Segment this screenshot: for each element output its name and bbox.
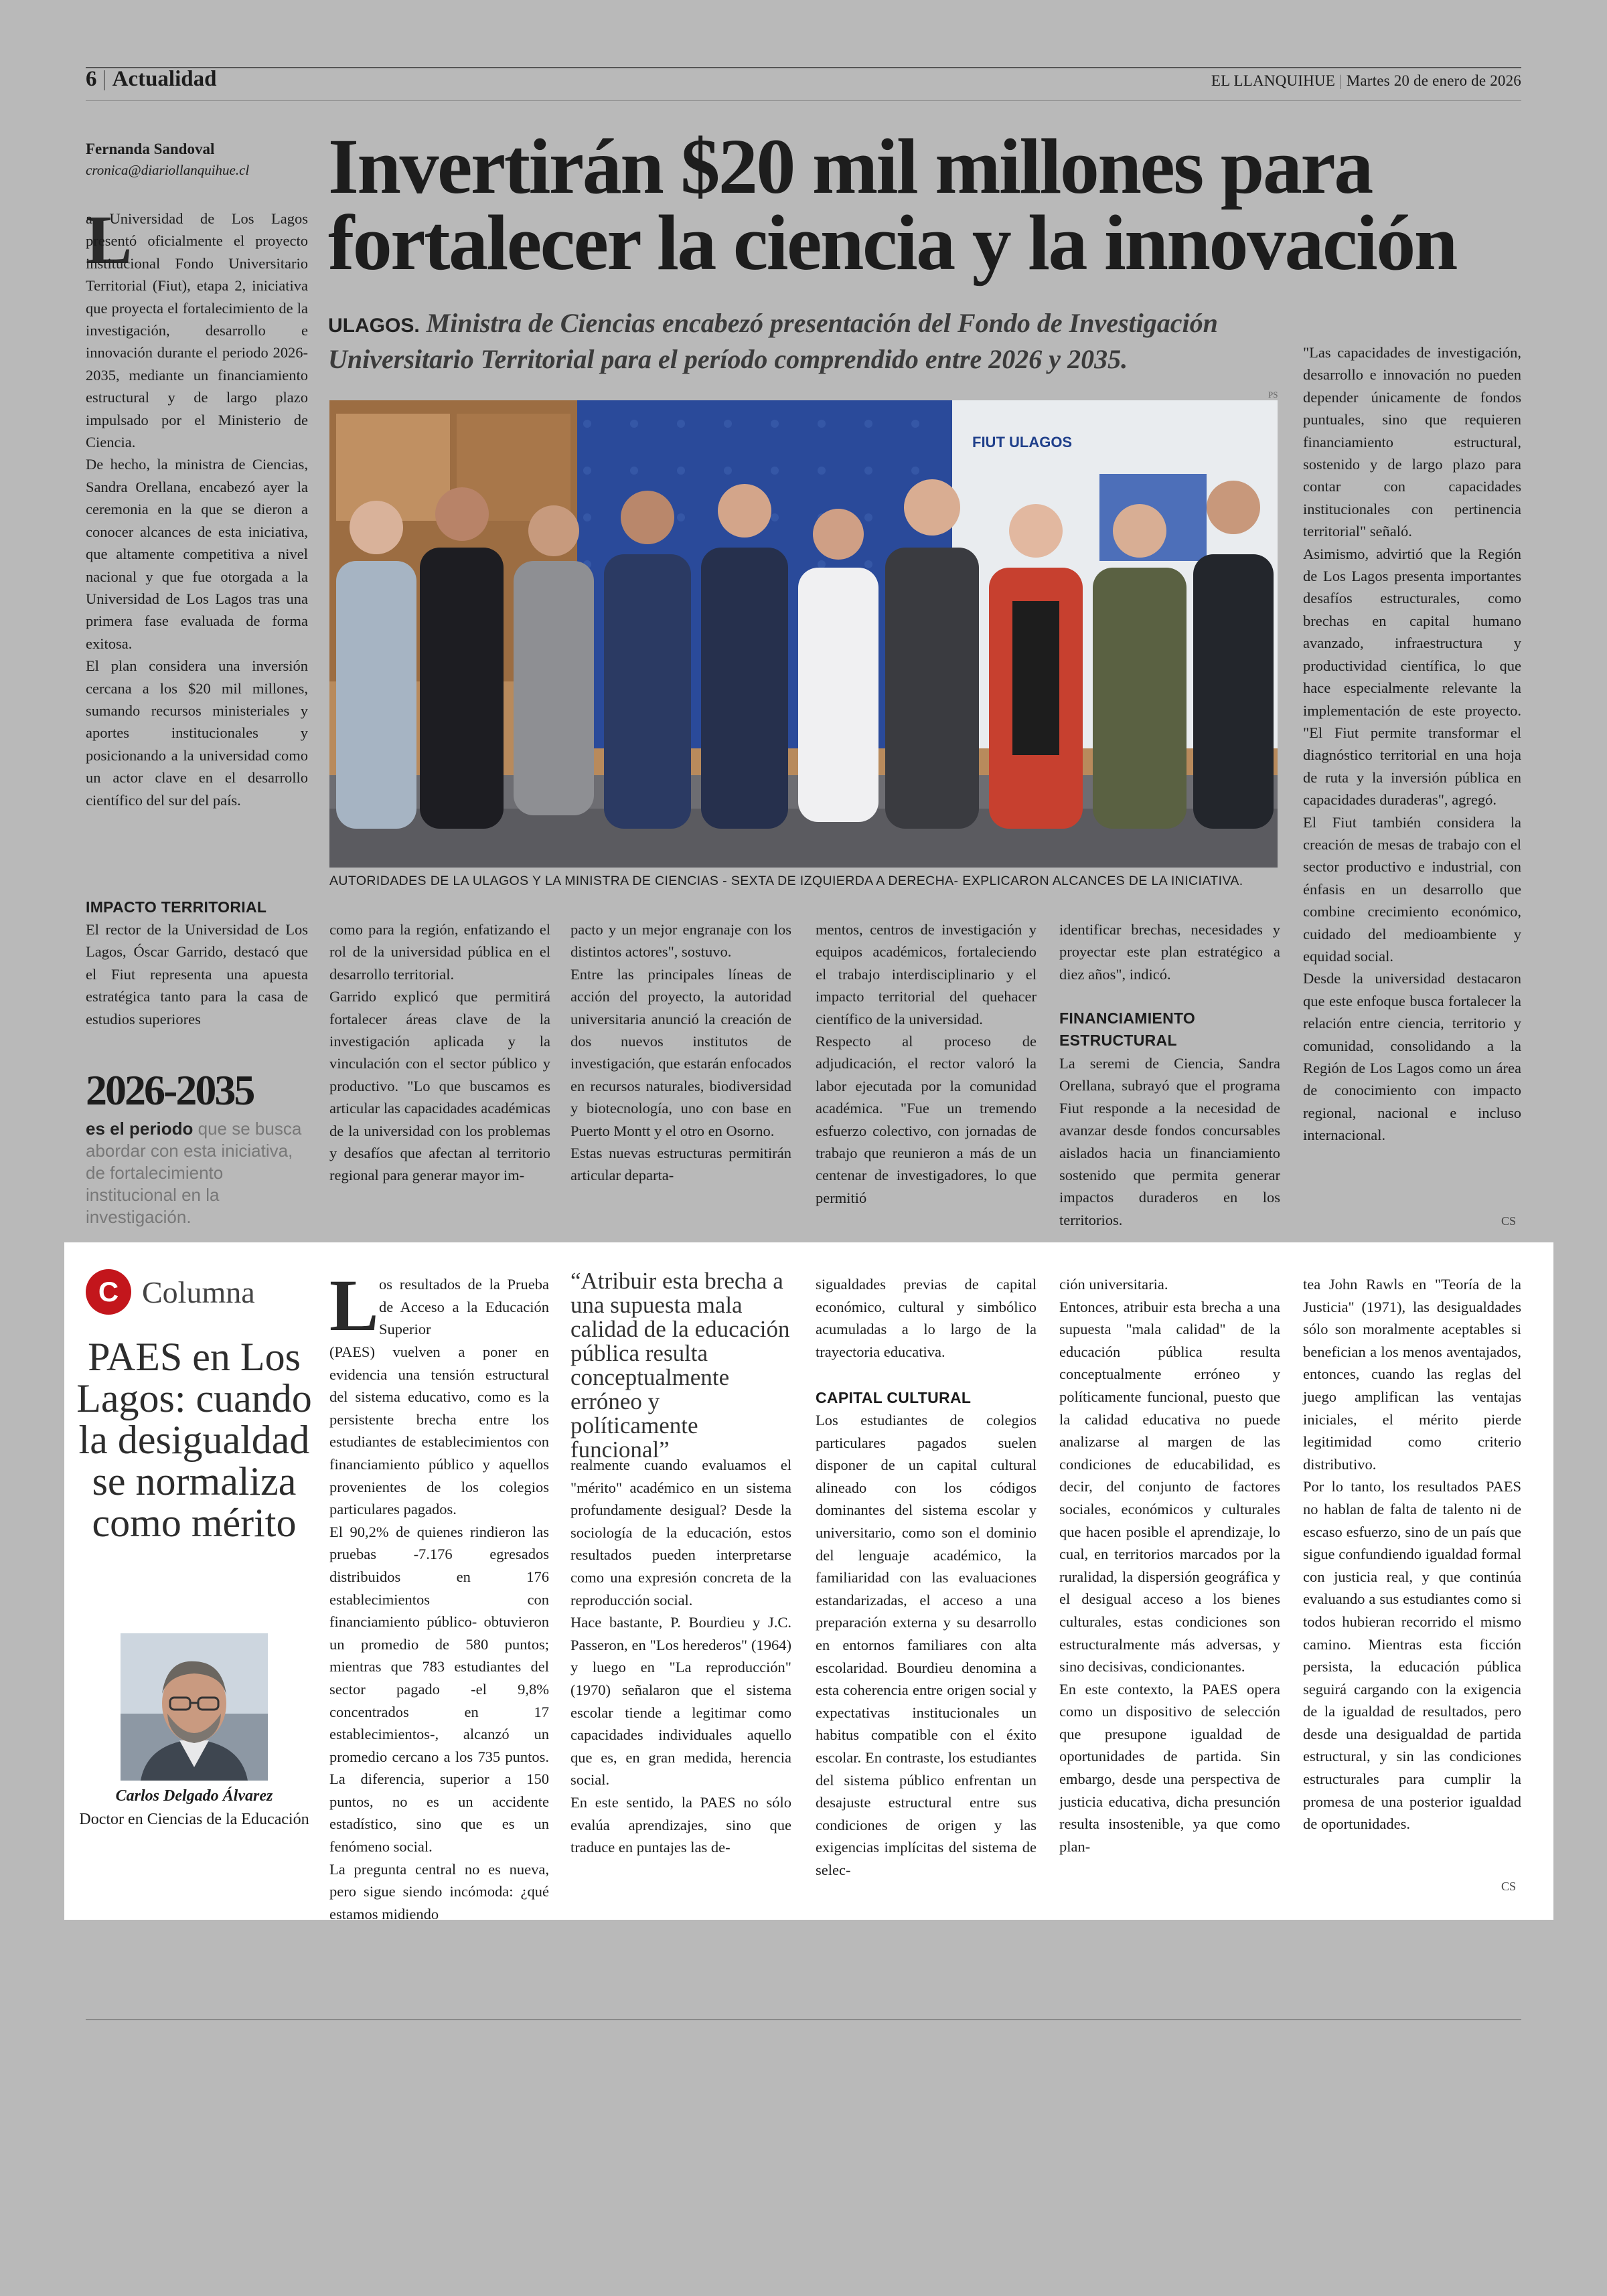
- photo-credit: PS: [1268, 390, 1278, 400]
- dropcap: L: [86, 201, 133, 278]
- bottom-rule: [86, 2019, 1521, 2020]
- column-title: PAES en Los Lagos: cuando la desigualdad se normaliza como mérito: [76, 1335, 312, 1545]
- column-label: Columna: [142, 1275, 255, 1309]
- header-rule: [86, 100, 1521, 101]
- article-col3: pacto y un mejor engranaje con los distintos actores", sostuvo. Entre las principales líneas de acción del proyecto, la autoridad universitaria anunció la creación de dos nuevos institutos de investigación, que estarán enfocados en recursos naturales, biodiversidad y biotecnología, uno con base en Puerto Montt y el otro en Osorno. Estas nuevas estructuras permitirán articular departa-: [570, 921, 791, 1184]
- group-photo-illustration: [329, 400, 1278, 868]
- kicker-tag: ULAGOS.: [328, 315, 420, 337]
- news-photo: [329, 400, 1278, 868]
- paper-info: EL LLANQUIHUE | Martes 20 de enero de 2026: [1211, 72, 1521, 89]
- article-col2: como para la región, enfatizando el rol de la universidad pública en el desarrollo territorial. Garrido explicó que permitirá fortalecer áreas clave de la investigación aplicada y la vinculación con el sector público y productivo. "Lo que buscamos es articular las capacidades académicas de la universidad con los problemas y desafíos que afectan al territorio regional para generar mayor im-: [329, 921, 550, 1184]
- page-header: 6 | Actualidad: [86, 67, 217, 91]
- newspaper-name: EL LLANQUIHUE: [1211, 72, 1335, 89]
- article-col4: mentos, centros de investigación y equipos académicos, fortaleciendo el trabajo interdisciplinario y el impacto territorial del quehacer científico de la universidad. Respecto al proceso de adjudicación, el rector valoró la labor ejecutada por la comunidad académica. "Fue un tremendo esfuerzo colectivo, con jornadas de trabajo que reunieron a más de un centenar de investigadores, lo que permitió: [816, 921, 1037, 1206]
- avatar-illustration: [121, 1633, 268, 1781]
- column-badge: C: [86, 1269, 131, 1315]
- subhead-financiamiento: FINANCIAMIENTO ESTRUCTURAL: [1059, 1009, 1196, 1049]
- column-col3-bottom: Los estudiantes de colegios particulares pagados suelen disponer de un capital cultural alineado con los códigos dominantes del sistema escolar y universitario, como son el dominio del lenguaje académico, la familiaridad con las evaluaciones estandarizadas, el acceso a una preparación externa y su desarrollo en entornos familiares con alta escolaridad. Bourdieu denomina a esta coherencia entre origen social y expectativas institucionales un habitus compatible con el éxito escolar. En contraste, los estudiantes del sistema público enfrentan un desajuste estructural entre sus condiciones de origen y las exigencias implícitas del sistema de selec-: [816, 1412, 1037, 1878]
- article-col1-bottom: El rector de la Universidad de Los Lagos, Óscar Garrido, destacó que el Fiut representa una apuesta estratégica tanto para la casa de estudios superiores: [86, 921, 308, 1028]
- column-col1: (PAES) vuelven a poner en evidencia una tensión estructural del sistema educativo, como es la persistente brecha entre los estudiantes de establecimientos con financiamiento público y aquellos provenientes de los colegios particulares pagados. El 90,2% de quienes rindieron las pruebas -7.176 egresados distribuidos en 176 establecimientos con financiamiento público- obtuvieron un promedio de 580 puntos; mientras que 783 estudiantes del sector pagado -el 9,8% concentrados en 17 establecimientos-, alcanzó un promedio cercano a los 735 puntos. La diferencia, superior a 150 puntos, no es un accidente estadístico, sino que es un fenómeno social. La pregunta central no es nueva, pero sigue siendo incómoda: ¿qué estamos midiendo: [329, 1343, 549, 1922]
- top-rule: [86, 67, 1521, 68]
- author-email[interactable]: cronica@diariollanquihue.cl: [86, 162, 250, 178]
- column-author: Carlos Delgado Álvarez: [115, 1787, 273, 1805]
- kicker-text: Ministra de Ciencias encabezó presentación del Fondo de Investigación Universitario Territorial para el período comprendido entre 2026 y 2035.: [328, 308, 1218, 374]
- banner-text: FIUT ULAGOS: [972, 434, 1073, 450]
- author-avatar: [121, 1633, 268, 1781]
- kicker: [328, 307, 1306, 376]
- subhead-capital: CAPITAL CULTURAL: [816, 1389, 972, 1406]
- section-name: Actualidad: [112, 67, 217, 91]
- highlight-bold: es el periodo: [86, 1119, 194, 1139]
- article-col5-top: identificar brechas, necesidades y proyectar este plan estratégico a diez años", indicó.: [1059, 921, 1280, 983]
- column-col5: tea John Rawls en "Teoría de la Justicia" (1971), las desigualdades sólo son moralmente aceptables si benefician a los menos aventajados, entonces, cuando las reglas del juego amplifican las ventajas iniciales, el mérito pierde legitimidad como criterio distributivo. Por lo tanto, los resultados PAES no hablan de falta de talento ni de escaso esfuerzo, sino de un país que sigue confundiendo igualdad formal con justicia real, y que continúa evaluando a sus estudiantes como si todos hubieran recorrido el mismo camino. Mientras esta ficción persista, la educación pública seguirá cargando con la exigencia de la igualdad de resultados, pero desde una desigualdad de partida estructural, y sin las condiciones estructurales para cumplir la promesa de una posterior igualdad de oportunidades.: [1303, 1276, 1521, 1833]
- column-dropcap: L: [329, 1264, 379, 1346]
- article-col5-bottom: La seremi de Ciencia, Sandra Orellana, subrayó que el programa Fiut responde a la necesidad de avanzar desde fondos concursables aislados hacia un financiamiento sostenido que permita generar impactos duraderos en los territorios.: [1059, 1055, 1280, 1228]
- subhead-impacto: IMPACTO TERRITORIAL: [86, 898, 267, 916]
- column-end-mark: CS: [1501, 1880, 1517, 1893]
- page-number: 6: [86, 67, 97, 91]
- highlight-text: [86, 1118, 313, 1228]
- highlight-body: que se busca abordar con esta iniciativa, de fortalecimiento institucional en la investigación.: [86, 1119, 302, 1227]
- issue-date: Martes 20 de enero de 2026: [1346, 72, 1521, 89]
- column-col3-top: sigualdades previas de capital económico, cultural y simbólico acumuladas a lo largo de la trayectoria educativa.: [816, 1276, 1037, 1360]
- article-col1-top: a Universidad de Los Lagos presentó oficialmente el proyecto institucional Fondo Universitario Territorial (Fiut), etapa 2, iniciativa que proyecta el fortalecimiento de la investigación, desarrollo e innovación durante el periodo 2026-2035, mediante un financiamiento estructural y de largo plazo impulsado por el Ministerio de Ciencia. De hecho, la ministra de Ciencias, Sandra Orellana, encabezó ayer la ceremonia en la que se dieron a conocer alcances de esta iniciativa, que altamente competitiva a nivel nacional y que fue otorgada a la Universidad de Los Lagos tras una primera fase evaluada de forma exitosa. El plan considera una inversión cercana a los $20 mil millones, sumando recursos ministeriales y aportes institucionales y posicionando a la universidad como un actor clave en el desarrollo científico del sur del país.: [86, 210, 308, 809]
- column-col4: ción universitaria. Entonces, atribuir esta brecha a una supuesta "mala calidad" de la educación pública resulta conceptualmente erróneo y políticamente funcional, puesto que la calidad educativa no puede analizarse al margen de las condiciones de educabilidad, es decir, del conjunto de factores sociales, económicos y culturales que hacen posible el aprendizaje, lo cual, en territorios marcados por la ruralidad, la dispersión geográfica y el desigual acceso a los bienes culturales, estas condiciones son estructuralmente más adversas, y sino decisivas, condicionantes. En este contexto, la PAES opera como un dispositivo de selección que presupone igualdad de oportunidades de partida. Sin embargo, desde una perspectiva de justicia educativa, dicha presunción resulta insostenible, ya que como plan-: [1059, 1276, 1280, 1855]
- photo-caption: AUTORIDADES DE LA ULAGOS Y LA MINISTRA DE CIENCIAS - SEXTA DE IZQUIERDA A DERECHA- EXPLICARON ALCANCES DE LA INICIATIVA.: [329, 874, 1243, 888]
- pull-quote: “Atribuir esta brecha a una supuesta mala calidad de la educación pública resulta conceptualmente erróneo y políticamente funcional”: [570, 1268, 790, 1463]
- article-col6: "Las capacidades de investigación, desarrollo e innovación no pueden depender únicamente de fondos puntuales, sino que requieren financiamiento estructural, sostenido y de largo plazo para contar con capacidades institucionales con pertinencia territorial" señaló. Asimismo, advirtió que la Región de Los Lagos presenta importantes desafíos estructurales, como brechas en capital humano avanzado, infraestructura y productividad científica, lo que hace especialmente relevante la implementación de este proyecto. "El Fiut permite transformar el diagnóstico territorial en una hoja de ruta y la inversión pública en capacidades duraderas", agregó. El Fiut también considera la creación de mesas de trabajo con el sector productivo e industrial, con énfasis en un desarrollo que combine crecimiento económico, cuidado del medioambiente y equidad social. Desde la universidad destacaron que este enfoque busca fortalecer la relación entre ciencia, territorio y comunidad, consolidando a la Región de Los Lagos como un área de conocimiento con impacto regional, nacional e incluso internacional.: [1303, 344, 1521, 1144]
- highlight-number: 2026-2035: [86, 1066, 254, 1114]
- author-name: Fernanda Sandoval: [86, 141, 215, 157]
- column-col1-head: os resultados de la Prueba de Acceso a la Educación Superior: [379, 1276, 549, 1338]
- column-author-role: Doctor en Ciencias de la Educación: [79, 1811, 309, 1828]
- headline: Invertirán $20 mil millones para fortalecer la ciencia y la innovación: [328, 122, 1456, 286]
- column-col2: realmente cuando evaluamos el "mérito" académico en un sistema profundamente desigual? Desde la sociología de la educación, estos resultados pueden interpretarse como una expresión concreta de la reproducción social. Hace bastante, P. Bourdieu y J.C. Passeron, en "Los herederos" (1964) y luego en "La reproducción" (1970) señalaron que el sistema escolar tiende a legitimar como capacidades individuales aquello que es, en gran medida, herencia social. En este sentido, la PAES no sólo evalúa aprendizajes, sino que traduce en puntajes las de-: [570, 1457, 791, 1856]
- end-mark: CS: [1501, 1214, 1517, 1228]
